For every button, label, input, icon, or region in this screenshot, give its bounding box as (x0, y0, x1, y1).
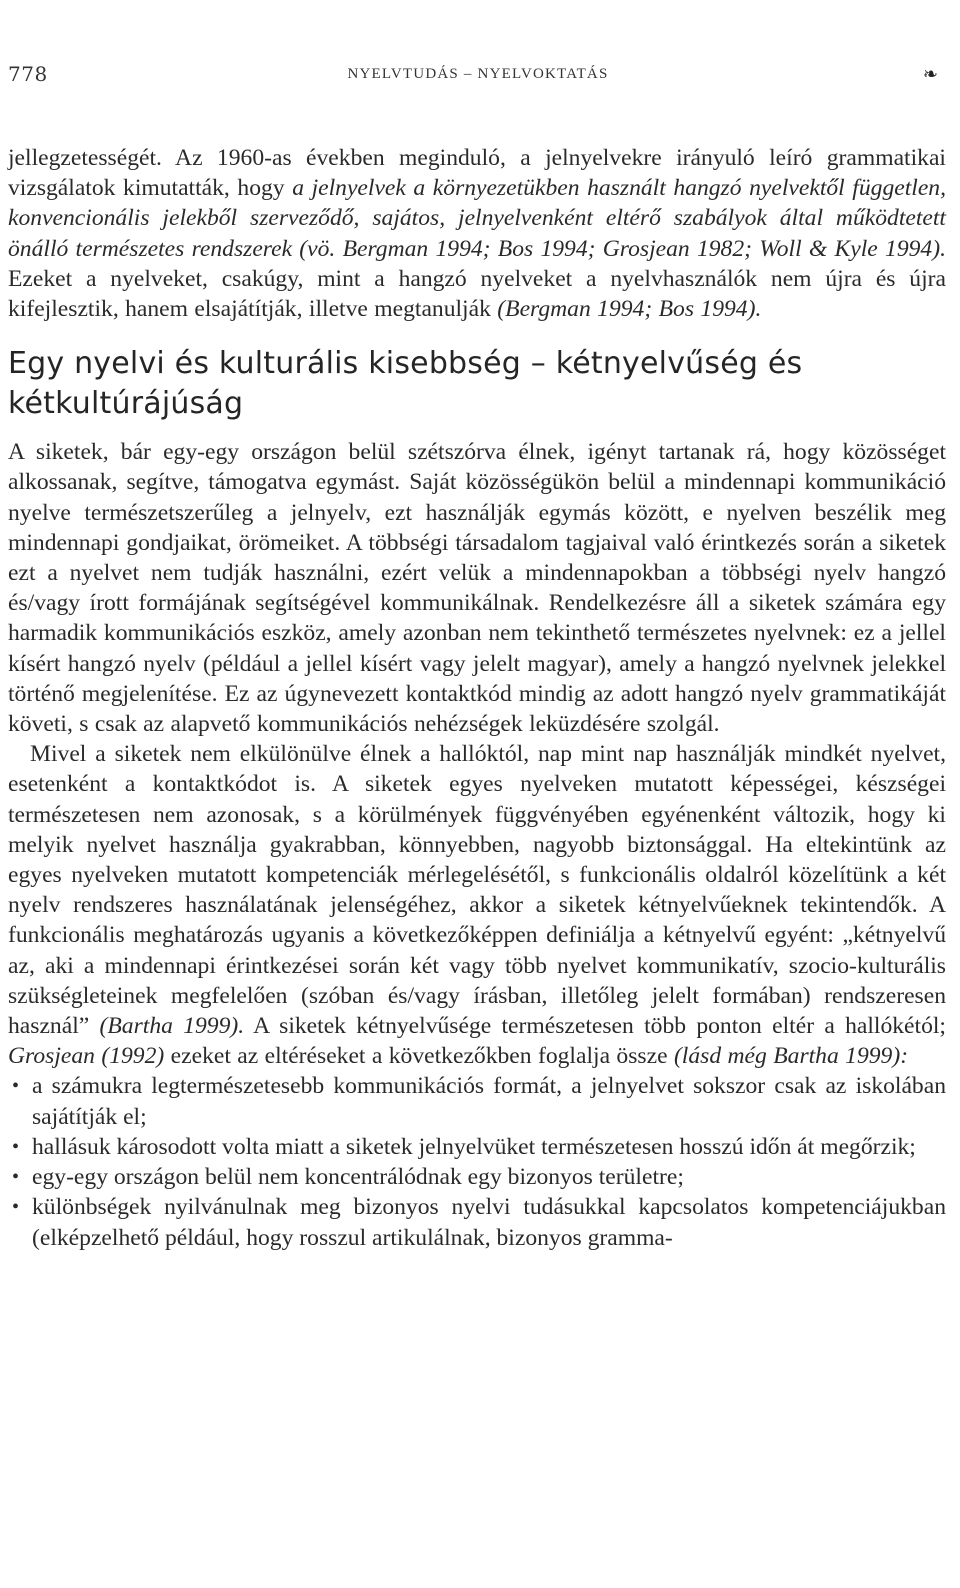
p2-citation-2: Grosjean (1992) (8, 1043, 165, 1070)
running-title: NYELVTUDÁS – NYELVOKTATÁS (347, 66, 609, 82)
section-paragraph-1: A siketek, bár egy-egy országon belül szétszórva élnek, igényt tartanak rá, hogy közösséget alkossanak, segítve, támogatva egymást. Saját közösségükön belül a mindennapi kommunikáció nyelve természetszerűleg a jelnyelv, ezt használják egymás között, e nyelven beszélik meg mindennapi gondjaikat, örömeiket. A többségi társadalom tagjaival való érintkezés során a siketek ezt a nyelvet nem tudják használni, ezért velük a mindennapokban a többségi nyelv hangzó és/vagy írott formájának segítségével kommunikálnak. Rendelkezésre áll a siketek számára egy harmadik kommunikációs eszköz, amely azonban nem tekinthető természetes nyelvnek: ez a jellel kísért hangzó nyelv (például a jellel kísért vagy jelelt magyar), amely a hangzó nyelvnek jelekkel történő megjelenítése. Ez az úgynevezett kontaktkód mindig az adott hangzó nyelv grammatikáját követi, s csak az alapvető kommunikációs nehézségek leküzdésére szolgál. (8, 439, 946, 738)
bullet-icon: • (12, 1075, 20, 1098)
bullet-icon: • (12, 1135, 20, 1158)
p2-text-2: A siketek kétnyelvűsége természetesen több ponton eltér a hallókétól; (244, 1013, 946, 1040)
running-header (8, 62, 948, 92)
bullet-icon: • (12, 1196, 20, 1219)
bullet-list (8, 1071, 946, 1252)
list-item (8, 1162, 946, 1192)
ornament-icon: ❧ (922, 64, 938, 85)
page-body (8, 143, 946, 1253)
list-item (8, 1132, 946, 1162)
p2-text-3: ezeket az eltéréseket a következőkben foglalja össze (164, 1043, 674, 1070)
intro-text-1: jellegzetességét. Az 1960-as években meginduló, a jelnyelvekre irányuló leíró grammatikai vizsgálatok kimutatták, hogy (8, 145, 946, 202)
list-item (8, 1192, 946, 1252)
list-item-text: a számukra legtermészetesebb kommunikációs formát, a jelnyelvet sokszor csak az iskolában sajátítják el; (32, 1073, 946, 1130)
intro-italic-1: a jelnyelvek a környezetükben használt hangzó nyelvektől független, konvencionális jelekből szerveződő, sajátos, jelnyelvenként eltérő szabályok által működtetett önálló természetes rendszerek (vö. Bergman 1994; Bos 1994; Grosjean 1982; Woll & Kyle 1994). (8, 175, 946, 262)
page-number: 778 (8, 62, 48, 86)
list-item-text: hallásuk károsodott volta miatt a siketek jelnyelvüket természetesen hosszú időn át megőrzik; (32, 1133, 916, 1160)
list-item (8, 1071, 946, 1131)
section-heading: Egy nyelvi és kulturális kisebbség – kétnyelvűség és kétkultúrájúság (8, 346, 803, 422)
p2-citation-1: (Bartha 1999). (99, 1013, 245, 1040)
list-item-text: egy-egy országon belül nem koncentrálódnak egy bizonyos területre; (32, 1164, 684, 1191)
bullet-icon: • (12, 1166, 20, 1189)
p2-citation-3: (lásd még Bartha 1999): (673, 1043, 909, 1070)
intro-text-2: Ezeket a nyelveket, csakúgy, mint a hangzó nyelveket a nyelvhasználók nem újra és újra kifejlesztik, hanem elsajátítják, illetve megtanulják (8, 265, 946, 323)
list-item-text: különbségek nyilvánulnak meg bizonyos nyelvi tudásukkal kapcsolatos kompetenciájukban (elképzelhető például, hogy rosszul artikulálnak, bizonyos gramma- (32, 1194, 946, 1251)
intro-italic-2: (Bergman 1994; Bos 1994). (497, 296, 762, 323)
intro-paragraph (8, 143, 946, 324)
section-paragraph-2 (8, 739, 946, 1071)
p2-text-1: Mivel a siketek nem elkülönülve élnek a hallóktól, nap mint nap használják mindkét nyelvet, esetenként a kontaktkódot is. A siketek egyes nyelveken mutatott képességei, készségei természetesen nem azonosak, s a körülmények függvényében egyénenként változik, hogy ki melyik nyelvet használja gyakrabban, könnyebben, nagyobb biztonsággal. Ha eltekintünk az egyes nyelveken mutatott kompetenciák mérlegelésétől, s funkcionális oldalról közelítünk a két nyelv rendszeres használatának jelenségéhez, akkor a siketek kétnyelvűeknek tekintendők. A funkcionális meghatározás ugyanis a következőképpen definiálja a kétnyelvű egyént: „kétnyelvű az, aki a mindennapi érintkezései során két vagy több nyelvet kommunikatív, szocio-kulturális szükségleteinek megfelelően (szóban és/vagy írásban, illetőleg jelelt formában) rendszeresen használ” (8, 741, 946, 1040)
